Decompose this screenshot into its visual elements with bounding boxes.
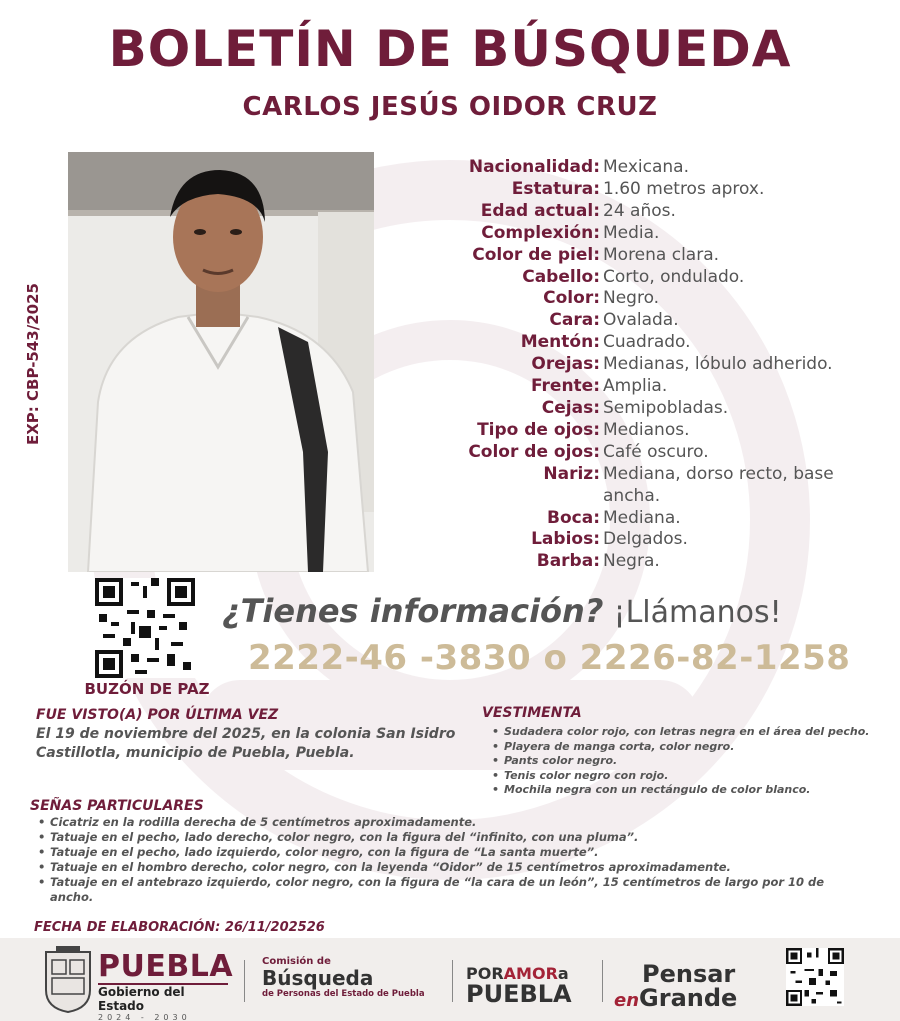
list-item: • Mochila negra con un rectángulo de color blanco. [482,783,882,798]
feature-label: Labios: [531,529,600,550]
feature-label: Edad actual: [480,200,600,221]
footer-divider [452,960,453,1002]
footer-divider [602,960,603,1002]
state-coat-of-arms-icon [42,946,94,1014]
feature-label: Orejas: [531,354,600,375]
list-item: • Tatuaje en el pecho, lado izquierdo, color negro, con la figura de “La santa muerte”. [30,845,860,860]
buzon-de-paz-qr-code[interactable] [95,578,195,678]
feature-value: Cuadrado. [603,332,691,353]
feature-value: Ovalada. [603,310,679,331]
missing-person-name: CARLOS JESÚS OIDOR CRUZ [242,92,658,122]
government-period: 2024 - 2030 [98,1013,191,1021]
feature-label: Barba: [536,551,600,572]
contact-phone-numbers[interactable]: 2222-46 -3830 o 2226-82-1258 [248,638,851,678]
feature-value: Negra. [603,551,660,572]
feature-row [440,310,890,332]
en-text: en [614,990,640,1011]
en-grande-text [614,986,737,1013]
case-number: EXP: CBP-543/2025 [24,283,42,445]
feature-value: Media. [603,222,660,243]
feature-value: Amplia. [603,376,668,397]
feature-label: Complexión: [481,222,600,243]
por-amor-a-puebla-logo [466,966,572,1006]
distinguishing-marks-list [30,815,860,905]
gobierno-text: Gobierno del Estado [98,983,228,1013]
feature-value: Corto, ondulado. [603,266,745,287]
feature-label: Cara: [549,310,600,331]
pensar-en-grande-logo [614,962,737,1013]
comision-foot-text: de Personas del Estado de Puebla [262,989,425,999]
comision-big-text: Búsqueda [262,966,374,990]
comision-small-text: Comisión de [262,956,331,967]
feature-value: Medianas, lóbulo adherido. [603,354,833,375]
feature-label: Color de piel: [472,244,600,265]
grande-text: Grande [639,984,738,1012]
call-us-text: ¡Llámanos! [613,595,782,630]
feature-label: Cabello: [522,266,600,287]
footer-qr-code[interactable] [786,948,844,1006]
physical-features-list [440,157,890,573]
feature-row [440,157,890,179]
feature-row [440,354,890,376]
missing-person-photo [68,152,374,572]
amor-text: AMOR [503,964,558,983]
feature-value: 24 años. [603,200,676,221]
list-item: • Cicatriz en la rodilla derecha de 5 centímetros aproximadamente. [30,815,860,830]
feature-row [440,551,890,573]
puebla-text: PUEBLA [466,980,572,1008]
feature-row [440,245,890,267]
feature-row [440,332,890,354]
list-item: • Tatuaje en el pecho, lado derecho, color negro, con la figura del “infinito, con una pluma”. [30,830,860,845]
puebla-logo-text: PUEBLA [98,949,234,984]
list-item: • Tatuaje en el antebrazo izquierdo, color negro, con la figura de “la cara de un león”, 15 centímetros de largo por 10 de ancho. [30,875,860,905]
por-text: POR [466,964,504,983]
feature-label: Color de ojos: [468,441,600,462]
feature-row [440,420,890,442]
feature-label: Estatura: [511,178,600,199]
info-request [222,592,892,630]
feature-value: Medianos. [603,419,690,440]
list-item: • Pants color negro. [482,754,882,769]
feature-label: Mentón: [520,332,600,353]
feature-row [440,508,890,530]
feature-row [440,267,890,289]
feature-value: Delgados. [603,529,688,550]
feature-value: Mediana. [603,507,681,528]
feature-row [440,398,890,420]
feature-label: Cejas: [541,397,600,418]
feature-row [440,442,890,464]
feature-label: Nariz: [543,463,600,484]
feature-value: Negro. [603,288,660,309]
feature-row [440,201,890,223]
distinguishing-marks-heading: SEÑAS PARTICULARES [30,798,204,814]
feature-row [440,288,890,310]
feature-value: Semipobladas. [603,397,729,418]
feature-value: Mexicana. [603,157,689,177]
last-seen-heading: FUE VISTO(A) POR ÚLTIMA VEZ [36,707,279,723]
feature-value: 1.60 metros aprox. [603,178,765,199]
feature-value: Morena clara. [603,244,720,265]
feature-label: Tipo de ojos: [477,419,600,440]
distinguishing-marks-section [30,798,860,905]
footer-divider [244,960,245,1002]
feature-row [440,529,890,551]
feature-row [440,464,890,508]
pensar-text: Pensar [642,960,736,988]
info-question: ¿Tienes información? [222,592,604,630]
comision-busqueda-logo [262,956,425,999]
last-seen-section [36,707,476,763]
last-seen-text: El 19 de noviembre del 2025, en la colonia San Isidro Castillotla, municipio de Puebla, Puebla. [36,726,456,761]
creation-date: FECHA DE ELABORACIÓN: 26/11/202526 [34,920,325,935]
feature-row [440,376,890,398]
bulletin-title: BOLETÍN DE BÚSQUEDA [108,20,792,78]
list-item: • Tenis color negro con rojo. [482,769,882,784]
feature-label: Boca: [547,507,600,528]
buzon-de-paz-label: BUZÓN DE PAZ [84,680,210,698]
feature-row [440,223,890,245]
clothing-heading: VESTIMENTA [482,705,582,721]
feature-value: Mediana, dorso recto, base ancha. [603,463,834,506]
list-item: • Tatuaje en el hombro derecho, color negro, con la leyenda “Oidor” de 15 centímetros aproximadamente. [30,860,860,875]
feature-label: Nacionalidad: [468,157,600,177]
clothing-section [482,705,882,798]
feature-row [440,179,890,201]
feature-label: Color: [543,288,600,309]
a-text: a [557,964,569,983]
list-item: • Playera de manga corta, color negro. [482,740,882,755]
puebla-government-logo [98,949,234,1021]
feature-label: Frente: [531,376,600,397]
feature-value: Café oscuro. [603,441,709,462]
clothing-list [482,725,882,798]
list-item: • Sudadera color rojo, con letras negra en el área del pecho. [482,725,882,740]
